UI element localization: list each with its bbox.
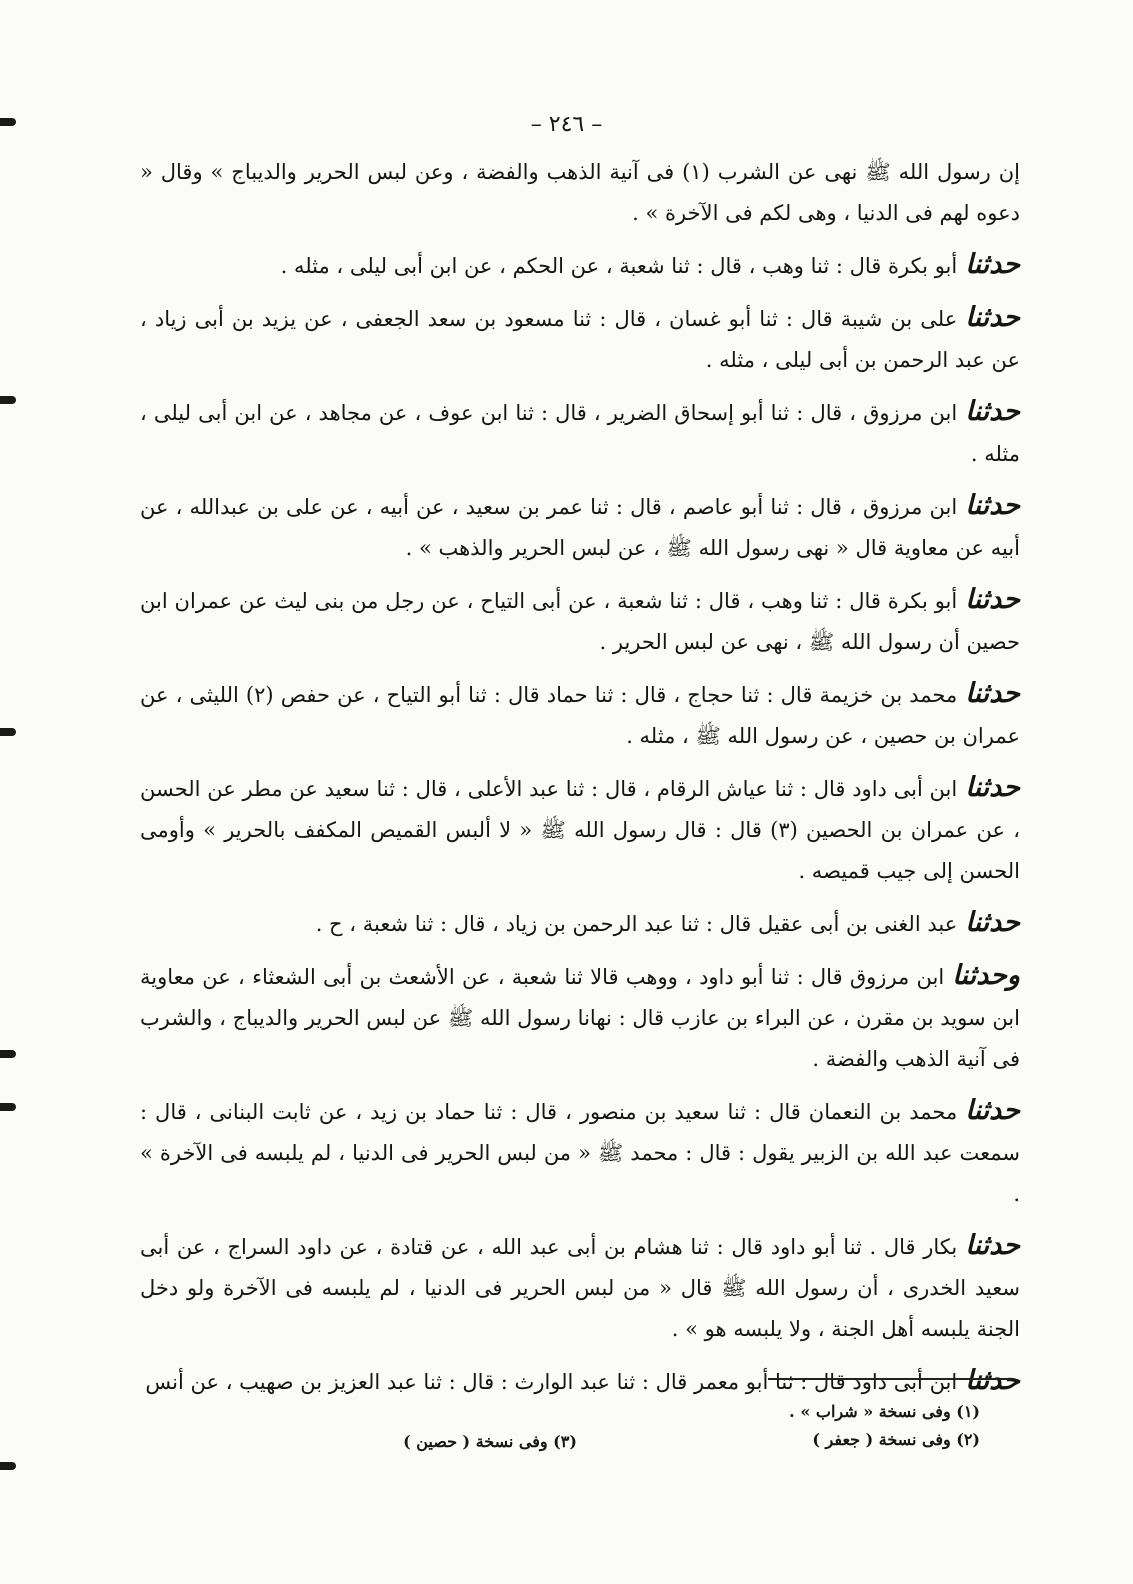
hadith-paragraph [140,902,1020,945]
footnotes-right [740,1398,980,1454]
scan-edge-mark [0,1103,16,1111]
haddathana-heading: حدثنا [965,490,1020,521]
haddathana-heading: حدثنا [965,1230,1020,1261]
wa-haddathana-heading: وحدثنا [952,960,1020,991]
main-text [140,152,1020,1413]
haddathana-heading: حدثنا [965,1095,1020,1126]
scan-edge-mark [0,396,16,404]
isnad-text: على بن شيبة قال : ثنا أبو غسان ، قال : ثنا مسعود بن سعد الجعفى ، عن يزيد بن أبى زياد ، عن عبد الرحمن بن أبى ليلى ، مثله . [140,307,1020,372]
haddathana-heading: حدثنا [965,396,1020,427]
isnad-text: عبد الغنى بن أبى عقيل قال : ثنا عبد الرحمن بن زياد ، قال : ثنا شعبة ، ح . [315,912,958,936]
isnad-text: ابن مرزوق ، قال : ثنا أبو عاصم ، قال : ثنا عمر بن سعيد ، عن أبيه ، عن على بن عبدالله ، عن أبيه عن معاوية قال « نهى رسول الله ﷺ ، عن لبس الحرير والذهب » . [140,495,1020,560]
hadith-paragraph [140,391,1020,475]
hadith-paragraph [140,673,1020,757]
footnote-2: (٢) وفى نسخة ( جعفر ) [812,1430,980,1449]
intro-paragraph: إن رسول الله ﷺ نهى عن الشرب (١) فى آنية الذهب والفضة ، وعن لبس الحرير والديباج » وقال « دعوه لهم فى الدنيا ، وهى لكم فى الآخرة » . [140,160,1020,225]
page-number: – ٢٤٦ – [530,112,603,137]
footnote-3: (٣) وفى نسخة ( حصين ) [403,1432,577,1451]
hadith-paragraph [140,1090,1020,1215]
haddathana-heading: حدثنا [965,584,1020,615]
hadith-paragraph [140,1225,1020,1350]
haddathana-heading: حدثنا [965,249,1020,280]
isnad-text: ابن أبى داود قال : ثنا أبو معمر قال : ثنا عبد الوارث : قال : ثنا عبد العزيز بن صهيب ، عن أنس [145,1370,958,1394]
footnote-separator [768,1378,1012,1380]
haddathana-heading: حدثنا [965,772,1020,803]
haddathana-heading: حدثنا [965,678,1021,709]
isnad-text: أبو بكرة قال : ثنا وهب ، قال : ثنا شعبة ، عن أبى التياح ، عن رجل من بنى ليث عن عمران ابن حصين أن رسول الله ﷺ ، نهى عن لبس الحرير . [140,589,1020,654]
isnad-text: ابن أبى داود قال : ثنا عياش الرقام ، قال : ثنا عبد الأعلى ، قال : ثنا سعيد عن مطر عن الحسن ، عن عمران بن الحصين (٣) قال : قال رسول الله ﷺ « لا ألبس القميص المكفف بالحرير » وأومى الحسن إلى جيب قميصه . [140,777,1020,883]
scan-edge-mark [0,1050,16,1058]
footnote-1: (١) وفى نسخة « شراب » . [789,1402,980,1421]
hadith-paragraph [140,244,1020,287]
hadith-paragraph [140,955,1020,1080]
isnad-text: ابن مرزوق ، قال : ثنا أبو إسحاق الضرير ، قال : ثنا ابن عوف ، عن مجاهد ، عن ابن أبى ليلى ، مثله . [140,401,1020,466]
isnad-text: محمد بن النعمان قال : ثنا سعيد بن منصور ، قال : ثنا حماد بن زيد ، عن ثابت البنانى ، قال : سمعت عبد الله بن الزبير يقول : قال : محمد ﷺ « من لبس الحرير فى الدنيا ، لم يلبسه فى الآخرة » . [140,1100,1020,1206]
hadith-paragraph [140,767,1020,892]
scan-edge-mark [0,1462,16,1470]
hadith-paragraph [140,1360,1020,1403]
isnad-text: محمد بن خزيمة قال : ثنا حجاج ، قال : ثنا حماد قال : ثنا أبو التياح ، عن حفص (٢) الليثى ، عن عمران بن حصين ، عن رسول الله ﷺ ، مثله . [140,683,1020,748]
hadith-paragraph [140,485,1020,569]
isnad-text: أبو بكرة قال : ثنا وهب ، قال : ثنا شعبة ، عن الحكم ، عن ابن أبى ليلى ، مثله . [280,254,958,278]
haddathana-heading: حدثنا [965,302,1020,333]
haddathana-heading: حدثنا [965,907,1020,938]
hadith-paragraph [140,297,1020,381]
scan-edge-mark [0,728,16,736]
hadith-paragraph [140,579,1020,663]
haddathana-heading: حدثنا [965,1365,1020,1396]
isnad-text: ابن مرزوق قال : ثنا أبو داود ، ووهب قالا ثنا شعبة ، عن الأشعث بن أبى الشعثاء ، عن معاوية ابن سويد بن مقرن ، عن البراء بن عازب قال : نهانا رسول الله ﷺ عن لبس الحرير والديباج ، والشرب فى آنية الذهب والفضة . [140,965,1020,1071]
isnad-text: بكار قال . ثنا أبو داود قال : ثنا هشام بن أبى عبد الله ، عن قتادة ، عن داود السراج ، عن أبى سعيد الخدرى ، أن رسول الله ﷺ قال « من لبس الحرير فى الدنيا ، لم يلبسه فى الآخرة ولو دخل الجنة يلبسه أهل الجنة ، ولا يلبسه هو » . [140,1235,1020,1341]
